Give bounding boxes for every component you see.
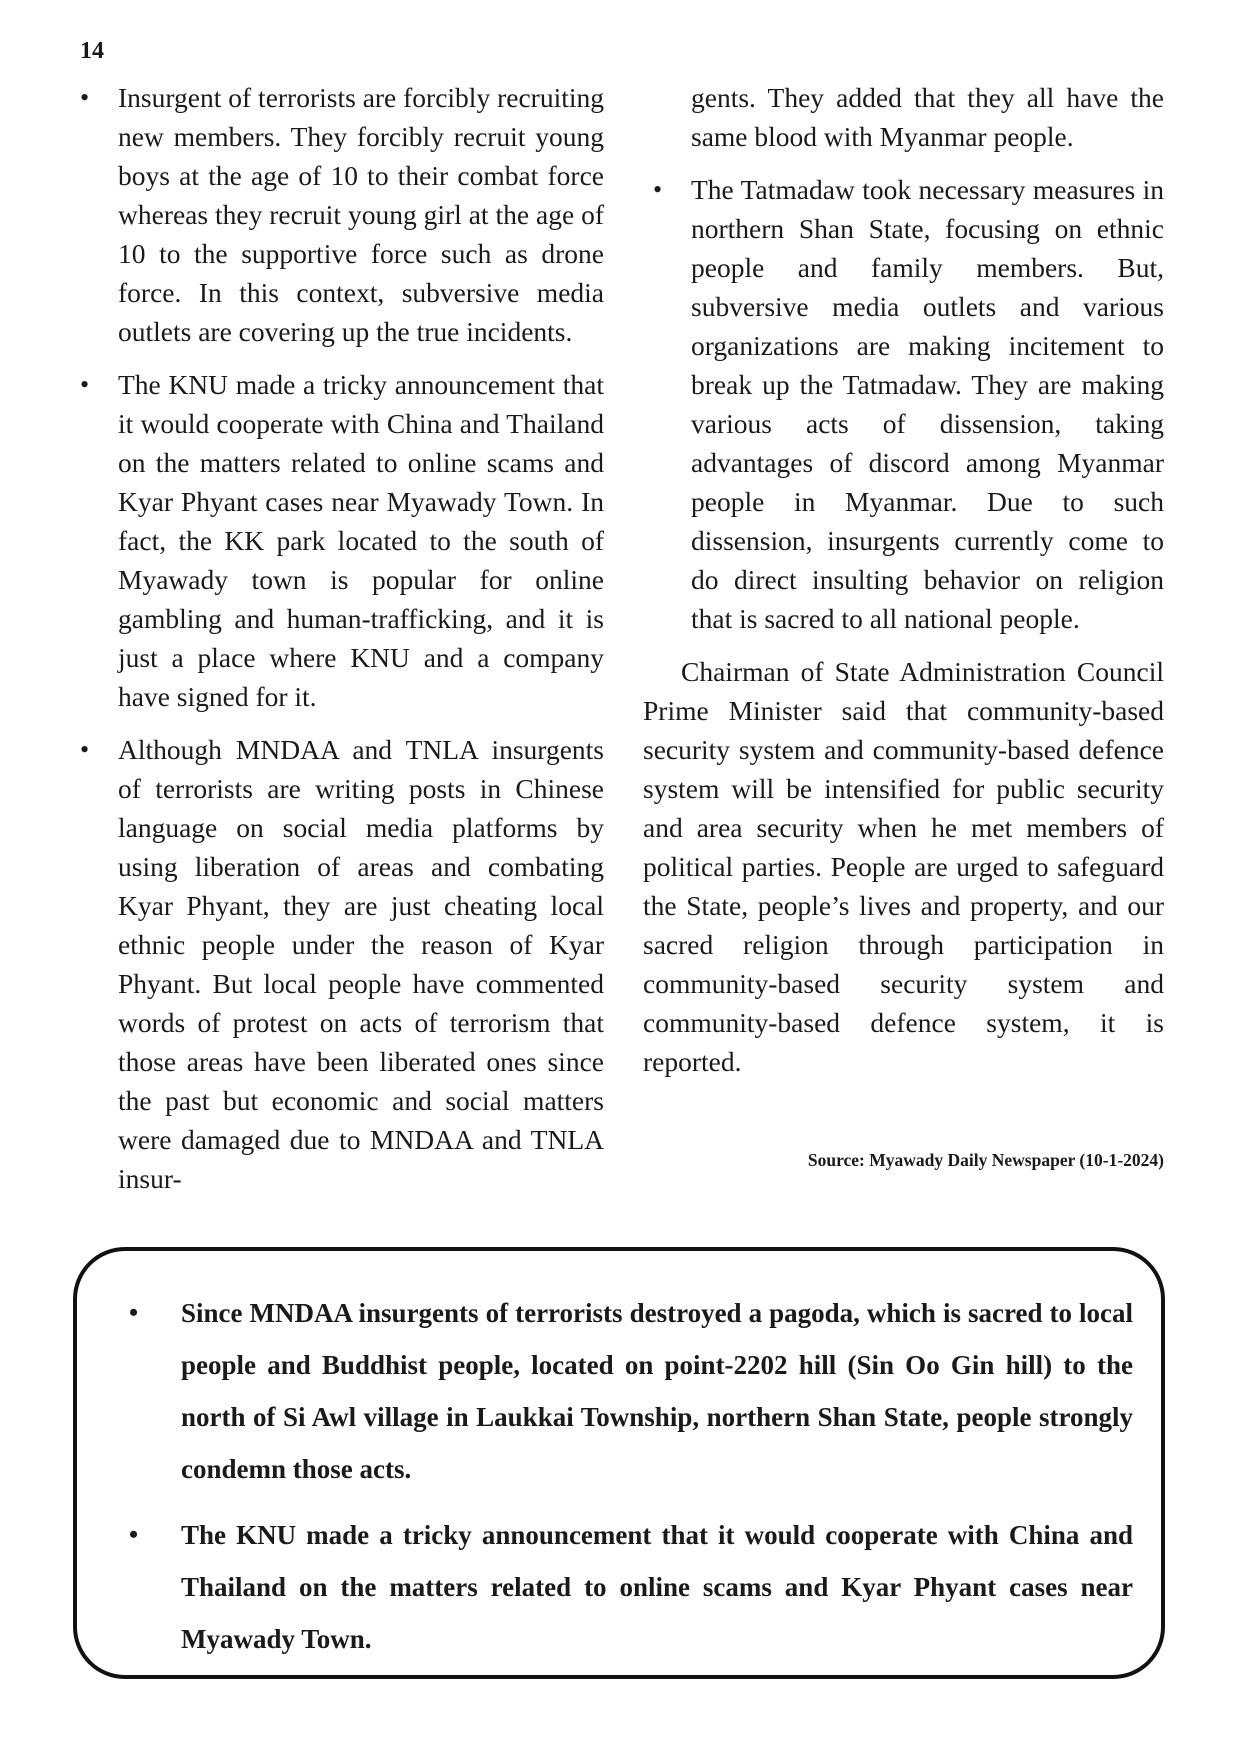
continued-text: gents. They added that they all have the same blood with Myanmar people. <box>691 82 1164 152</box>
bullet-knu-announcement: • The KNU made a tricky announcement that it would cooperate with China and Thailand on the matters related to online scams and Kyar Phyant cases near Myawady Town. In fact, the KK park located to the south of Myawady town is popular for online gambling and human-trafficking, and it is just a place where KNU and a company have signed for it. <box>70 365 604 716</box>
highlight-bullet-knu: • The KNU made a tricky announcement that it would cooperate with China and Thailand on the matters related to online scams and Kyar Phyant cases near Myawady Town. <box>111 1509 1133 1665</box>
highlight-bullet-pagoda: • Since MNDAA insurgents of terrorists destroyed a pagoda, which is sacred to local people and Buddhist people, located on point-2202 hill (Sin Oo Gin hill) to the north of Si Awl village in Laukkai Township, northern Shan State, people strongly condemn those acts. <box>111 1287 1133 1495</box>
chairman-paragraph: Chairman of State Administration Council Prime Minister said that community-based security system and community-based defence system will be intensified for public security and area security when he met members of political parties. People are urged to safeguard the State, people’s lives and property, and our sacred religion through participation in community-based security system and community-based defence system, it is reported. <box>643 656 1164 1077</box>
left-bullet-list <box>70 78 604 1198</box>
left-column <box>70 78 604 1212</box>
right-bullet-list <box>643 170 1164 638</box>
right-column <box>643 78 1164 1095</box>
source-citation: Source: Myawady Daily Newspaper (10-1-2024) <box>807 1150 1164 1170</box>
bullet-recruitment: • Insurgent of terrorists are forcibly recruiting new members. They forcibly recruit young boys at the age of 10 to their combat force whereas they recruit young girl at the age of 10 to the supportive force such as drone force. In this context, subversive media outlets are covering up the true incidents. <box>70 78 604 351</box>
highlight-box <box>73 1247 1165 1679</box>
highlight-bullet-list <box>111 1287 1133 1665</box>
bullet-mndaa-tnla-posts: • Although MNDAA and TNLA insurgents of terrorists are writing posts in Chinese language on social media platforms by using liberation of areas and combating Kyar Phyant, they are just cheating local ethnic people under the reason of Kyar Phyant. But local people have commented words of protest on acts of terrorism that those areas have been liberated ones since the past but economic and social matters were damaged due to MNDAA and TNLA insur- <box>70 730 604 1198</box>
bullet-tatmadaw-measures: • The Tatmadaw took necessary measures in northern Shan State, focusing on ethnic people and family members. But, subversive media outlets and various organizations are making incitement to break up the Tatmadaw. They are making various acts of dissension, taking advantages of discord among Myanmar people in Myanmar. Due to such dissension, insurgents currently come to do direct insulting behavior on religion that is sacred to all national people. <box>643 170 1164 638</box>
page-number: 14 <box>80 38 104 64</box>
